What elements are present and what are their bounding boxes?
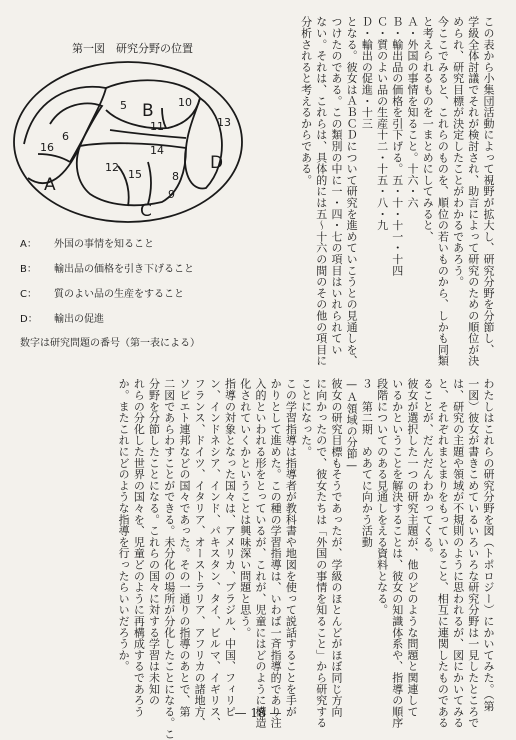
text-line: ソビエト連邦などの国々であった。その一通りの指導のあとで、第 [177,378,191,717]
text-line: いるかということを解決することは、彼女の知識体系や、指導の順序 [390,378,404,729]
text-line: かりとして進めた。この種の学習指導は、いわば一斉指導的であり注 [269,378,283,729]
text-line: ことになった。 [299,378,313,458]
text-line: Ｄ・輸出の促進・十三 [360,16,374,129]
text-line: Ｃ・質のよい品の生産十二・十五・八・九 [375,16,389,231]
legend-item-b [20,255,194,280]
text-line: ン、インドネシア、インド、パキスタン、タイ、ビルマ、イギリス、 [208,378,222,729]
text-line: と考えられるものを一まとめにしてみると、 [421,16,435,242]
number-14: 14 [150,144,164,157]
number-16: 16 [40,141,54,154]
text-line: 指導の対象となった国々は、アメリカ、ブラジル、中国、フィリピ [223,378,237,717]
number-15: 15 [128,168,142,181]
topology-diagram [10,58,250,228]
legend-key: A： [20,239,37,250]
page-number: — 18 — [234,706,282,720]
legend-text: 輸出品の価格を引き下げること [54,264,194,275]
number-10: 10 [178,96,192,109]
text-line: 分野を分節したことになる。これらの国々に対する学習は未知の [147,378,161,706]
figure-note: 数字は研究問題の番号（第一表による） [20,338,200,349]
text-line: わたしはこれらの研究分野を図（トポロジー）にかいてみた。（第 [482,378,495,712]
legend-text: 輸出の促進 [54,314,104,325]
number-6: 6 [62,130,69,143]
text-line: となる。彼女はＡＢＣＤについて研究を進めていこうとの見通しを、 [345,16,359,367]
text-line: 入的といわれる形をとっているが、これが、児童にはどのように構造 [253,378,267,729]
legend-key: C： [20,289,37,300]
text-line: は、研究の主題や領域が不規則のように思われるが、図にかいてみる [451,378,465,729]
main-text-top [298,16,496,367]
text-line: 今ここでみると、これらのものを、順位の若いものから、しかも同類 [436,16,450,367]
text-line: か。またこれにどのような指導を行ったらいいだろうか。 [117,378,131,672]
internal-line-5 [38,154,70,162]
region-boundary-inner-left [50,103,102,162]
region-boundary-d [185,98,222,188]
legend-item-d [20,305,194,330]
text-line: この表から小集団活動によって視野が拡大し、研究分野を分節し、 [482,16,495,355]
text-line: められ、研究目標が決定したことがわかるであろう。 [451,16,465,288]
figure-legend [20,230,194,330]
legend-item-a [20,230,194,255]
text-line: Ｂ・輸出品の価格を引下げる。五・十・十一・十四 [390,16,404,276]
number-12: 12 [105,161,119,174]
figure-1 [10,40,250,350]
legend-key: B： [20,264,37,275]
text-line: 彼女の研究目標もそうであったが、学級のほとんどがほぼ同じ方向 [329,378,343,717]
text-line: 分析されると考えるからである。 [299,16,313,186]
text-line: 一図）彼女が書きこめているいろいろな研究分野は一見したところで [466,378,480,729]
internal-line-1 [110,130,186,138]
legend-text: 質のよい品の生産をすること [54,289,184,300]
text-line: 彼女が選択した一つの研究主題が、他のどのような問題と関連して [405,378,419,717]
number-13: 13 [217,116,231,129]
figure-title: 第一図 研究分野の位置 [72,42,193,55]
text-line: 学級全体討議でそれが検討され、助言によって研究のための順位が決 [466,16,480,367]
number-11: 11 [150,120,164,133]
region-label-d: D [210,153,224,173]
number-9: 9 [168,188,175,201]
text-line: ない。それは、これらは、具体的には五～十六の間のその他の項目に [314,16,328,367]
text-line: れらの分化した世界の国々を、児童どのように再構成するであろう [132,378,146,717]
text-line: 化されていくかということは興味深い問題と思う。 [238,378,252,638]
internal-line-3 [148,162,151,204]
region-label-b: B [142,101,154,121]
text-line: と、それぞれまとまりをもっていること、相互に連関したものである [436,378,450,729]
text-line: —Ａ領域の分節— [345,378,359,473]
text-line: つけたのである。この類別の中に一・四・七の項目はいれられてい [329,16,343,355]
text-line: Ａ・外国の事情を知ること。十六・六 [405,16,419,209]
number-5: 5 [120,99,127,112]
region-label-c: C [140,201,152,221]
text-line: 二図であらわすことができる。未分化の場所が分化したことになる。こ [162,378,176,740]
text-line: フランス、ドイツ、イタリア、オーストラリア、アフリカの諸地方、 [193,378,207,729]
text-line: に向かったので、彼女たちは「外国の事情を知ること」から研究する [314,378,328,729]
number-8: 8 [172,170,179,183]
text-line: ることが、だんだんわかってくる。 [421,378,435,559]
text-line: この学習指導は指導者が教科書や地図を使って説話することを手が [284,378,298,717]
text-line: 段階についてのある見通しをえる資料となる。 [375,378,389,616]
text-line: ３ 第二期 めあてに向かう活動 [360,378,374,548]
legend-key: D： [20,314,38,325]
region-label-a: A [44,175,56,195]
legend-item-c [20,280,194,305]
legend-text: 外国の事情を知ること [54,239,154,250]
